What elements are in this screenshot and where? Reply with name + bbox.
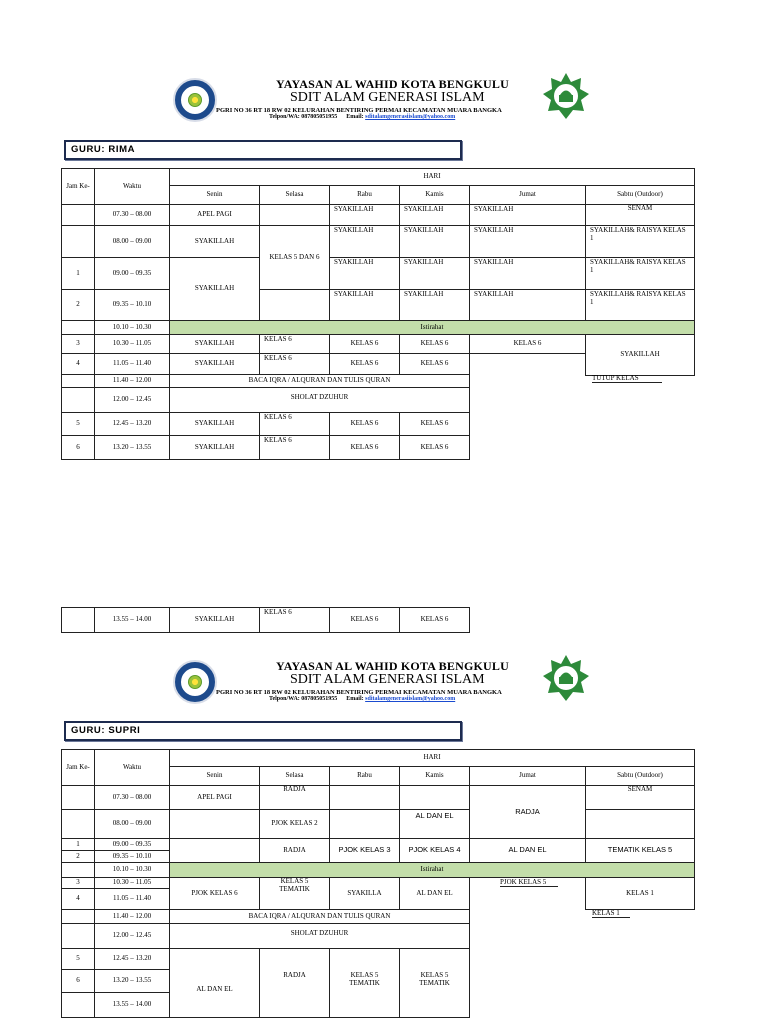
cell-syakilla: SYAKILLA (329, 877, 400, 910)
cell-time: 12.45 – 13.20 (94, 412, 170, 436)
cell-time: 09.35 – 10.10 (94, 850, 170, 863)
school-name: SDIT ALAM GENERASI ISLAM (290, 90, 485, 105)
col-header-jam: Jam Ke- (61, 749, 95, 786)
cell-time: 09.35 – 10.10 (94, 289, 170, 321)
cell-jam (61, 320, 95, 335)
email-link[interactable]: sditalamgenerasiislam@yahoo.com (365, 114, 456, 120)
cell-jam: 1 (61, 257, 95, 290)
cell-kelas-6: KELAS 6 (259, 353, 330, 375)
cell-jam: 3 (61, 877, 95, 889)
cell-pjok-kelas-3: PJOK KELAS 3 (329, 838, 400, 863)
cell-syakillah: SYAKILLAH (469, 225, 586, 258)
col-header-hari: HARI (169, 168, 695, 186)
cell-syakillah: SYAKILLAH (169, 353, 260, 375)
cell-al-dan-el: AL DAN EL (399, 877, 470, 910)
school-contact: Telpon/WA: 087805051955 Email: sditalamgenerasiislam@yahoo.com (269, 696, 456, 702)
col-header-jam: Jam Ke- (61, 168, 95, 205)
cell-kelas-6: KELAS 6 (329, 353, 400, 375)
cell-time: 07.30 – 08.00 (94, 204, 170, 226)
cell-syakillah: SYAKILLAH (469, 289, 586, 321)
cell-syakillah: SYAKILLAH (399, 257, 470, 290)
col-header-waktu: Waktu (94, 168, 170, 205)
cell-jam: 4 (61, 888, 95, 910)
cell-time: 12.00 – 12.45 (94, 923, 170, 949)
cell-kelas-6: KELAS 6 (259, 607, 330, 633)
cell-empty (169, 809, 260, 839)
cell-jam: 2 (61, 850, 95, 863)
cell-sholat: SHOLAT DZUHUR (169, 387, 470, 413)
cell-jam (61, 809, 95, 839)
school-name: SDIT ALAM GENERASI ISLAM (290, 672, 485, 687)
cell-jam (61, 862, 95, 878)
cell-baca-iqra: BACA IQRA / ALQURAN DAN TULIS QURAN (169, 374, 470, 388)
cell-baca-iqra: BACA IQRA / ALQURAN DAN TULIS QURAN (169, 909, 470, 924)
day-header-kamis: Kamis (399, 766, 470, 786)
cell-time: 13.20 – 13.55 (94, 435, 170, 460)
day-header-rabu: Rabu (329, 766, 400, 786)
cell-syakillah: SYAKILLAH (169, 435, 260, 460)
cell-jam (61, 607, 95, 633)
letterhead-bottom (0, 652, 768, 712)
day-header-senin: Senin (169, 766, 260, 786)
cell-radja: RADJA (469, 785, 586, 839)
cell-syakillah: SYAKILLAH (399, 204, 470, 226)
cell-time: 11.40 – 12.00 (94, 909, 170, 924)
foundation-name: YAYASAN AL WAHID KOTA BENGKULU (276, 659, 509, 673)
cell-time: 07.30 – 08.00 (94, 785, 170, 810)
cell-kelas-6: KELAS 6 (329, 607, 400, 633)
cell-jam: 6 (61, 435, 95, 460)
cell-syakillah-raisya: SYAKILLAH& RAISYA KELAS 1 (585, 257, 695, 290)
cell-pjok-kelas-6: PJOK KELAS 6 (169, 877, 260, 910)
day-header-senin: Senin (169, 185, 260, 205)
cell-tutup-kelas: TUTUP KELAS (592, 374, 662, 383)
cell-kelas-6: KELAS 6 (329, 334, 400, 354)
foundation-name: YAYASAN AL WAHID KOTA BENGKULU (276, 77, 509, 91)
col-header-hari: HARI (169, 749, 695, 767)
cell-syakillah: SYAKILLAH (329, 289, 400, 321)
cell-kelas-1: KELAS 1 (592, 909, 630, 918)
cell-time: 12.00 – 12.45 (94, 387, 170, 413)
cell-kelas-5-tematik: KELAS 5 TEMATIK (329, 948, 400, 1018)
cell-syakillah: SYAKILLAH (329, 225, 400, 258)
cell-kelas-6: KELAS 6 (399, 353, 470, 375)
teacher-title-supri: GURU: SUPRI (64, 721, 462, 741)
cell-syakillah: SYAKILLAH (169, 607, 260, 633)
cell-jam (61, 374, 95, 388)
green-star-emblem-icon (542, 72, 590, 120)
cell-jam (61, 387, 95, 413)
cell-empty (399, 785, 470, 810)
col-header-waktu: Waktu (94, 749, 170, 786)
cell-time: 12.45 – 13.20 (94, 948, 170, 970)
cell-jam: 3 (61, 334, 95, 354)
cell-time: 13.55 – 14.00 (94, 992, 170, 1018)
day-header-kamis: Kamis (399, 185, 470, 205)
cell-time: 10.10 – 10.30 (94, 320, 170, 335)
cell-jam (61, 785, 95, 810)
cell-empty (329, 785, 400, 810)
teacher-title-rima: GURU: RIMA (64, 140, 462, 160)
cell-kelas-6: KELAS 6 (329, 435, 400, 460)
cell-sholat: SHOLAT DZUHUR (169, 923, 470, 949)
cell-time: 11.05 – 11.40 (94, 353, 170, 375)
break-row-istirahat: Istirahat (169, 320, 695, 335)
cell-time: 11.40 – 12.00 (94, 374, 170, 388)
cell-jam: 1 (61, 838, 95, 851)
cell-syakillah: SYAKILLAH (169, 334, 260, 354)
school-seal-icon (173, 660, 217, 704)
cell-time: 10.30 – 11.05 (94, 877, 170, 889)
cell-kelas-1: KELAS 1 (585, 877, 695, 910)
cell-time: 09.00 – 09.35 (94, 838, 170, 851)
day-header-selasa: Selasa (259, 185, 330, 205)
cell-empty (169, 838, 260, 863)
cell-kelas-6: KELAS 6 (399, 607, 470, 633)
cell-empty (329, 809, 400, 839)
cell-time: 10.30 – 11.05 (94, 334, 170, 354)
cell-time: 09.00 – 09.35 (94, 257, 170, 290)
day-header-jumat: Jumat (469, 766, 586, 786)
cell-syakillah-raisya: SYAKILLAH& RAISYA KELAS 1 (585, 289, 695, 321)
cell-tematik-kelas-5: TEMATIK KELAS 5 (585, 838, 695, 863)
cell-jam: 5 (61, 948, 95, 970)
green-star-emblem-icon (542, 654, 590, 702)
cell-apel-pagi: APEL PAGI (169, 785, 260, 810)
school-contact: Telpon/WA: 087805051955 Email: sditalamgenerasiislam@yahoo.com (269, 114, 456, 120)
cell-kelas-5-tematik: KELAS 5 TEMATIK (259, 877, 330, 910)
cell-kelas-6: KELAS 6 (469, 334, 586, 354)
email-link[interactable]: sditalamgenerasiislam@yahoo.com (365, 696, 456, 702)
cell-time: 08.00 – 09.00 (94, 225, 170, 258)
cell-jam (61, 225, 95, 258)
cell-syakillah: SYAKILLAH (169, 412, 260, 436)
cell-kelas-6: KELAS 6 (399, 334, 470, 354)
day-header-selasa: Selasa (259, 766, 330, 786)
cell-pjok-kelas-2: PJOK KELAS 2 (259, 809, 330, 839)
letterhead-top (0, 70, 768, 130)
cell-radja: RADJA (259, 948, 330, 1018)
cell-al-dan-el: AL DAN EL (169, 948, 260, 1018)
cell-kelas-5-dan-6: KELAS 5 DAN 6 (259, 225, 330, 290)
cell-empty (585, 809, 695, 839)
day-header-jumat: Jumat (469, 185, 586, 205)
cell-radja: RADJA (259, 838, 330, 863)
cell-kelas-6: KELAS 6 (399, 435, 470, 460)
cell-syakillah: SYAKILLAH (329, 204, 400, 226)
cell-senam: SENAM (585, 204, 695, 226)
cell-al-dan-el: AL DAN EL (469, 838, 586, 863)
cell-time: 11.05 – 11.40 (94, 888, 170, 910)
cell-jam: 4 (61, 353, 95, 375)
day-header-sabtu: Sabtu (Outdoor) (585, 766, 695, 786)
cell-syakillah: SYAKILLAH (399, 289, 470, 321)
cell-jam (61, 923, 95, 949)
cell-syakillah: SYAKILLAH (469, 257, 586, 290)
cell-empty (259, 289, 330, 321)
cell-kelas-5-tematik: KELAS 5 TEMATIK (399, 948, 470, 1018)
cell-pjok-kelas-5: PJOK KELAS 5 (500, 878, 558, 887)
cell-kelas-6: KELAS 6 (329, 412, 400, 436)
cell-jam: 5 (61, 412, 95, 436)
cell-time: 10.10 – 10.30 (94, 862, 170, 878)
cell-senam: SENAM (585, 785, 695, 810)
cell-al-dan-el: AL DAN EL (399, 809, 470, 839)
cell-jam: 2 (61, 289, 95, 321)
cell-kelas-6: KELAS 6 (259, 412, 330, 436)
cell-jam (61, 992, 95, 1018)
day-header-rabu: Rabu (329, 185, 400, 205)
cell-jam (61, 909, 95, 924)
cell-kelas-6: KELAS 6 (259, 435, 330, 460)
cell-time: 08.00 – 09.00 (94, 809, 170, 839)
day-header-sabtu: Sabtu (Outdoor) (585, 185, 695, 205)
break-row-istirahat: Istirahat (169, 862, 695, 878)
cell-syakillah: SYAKILLAH (469, 204, 586, 226)
cell-kelas-6: KELAS 6 (399, 412, 470, 436)
cell-jam (61, 204, 95, 226)
cell-syakillah: SYAKILLAH (169, 257, 260, 321)
cell-syakillah: SYAKILLAH (399, 225, 470, 258)
cell-syakillah: SYAKILLAH (329, 257, 400, 290)
cell-syakillah: SYAKILLAH (585, 334, 695, 376)
school-address: PGRI NO 36 RT 18 RW 02 KELURAHAN BENTIRING PERMAI KECAMATAN MUARA BANGKA (216, 689, 502, 696)
cell-syakillah-raisya: SYAKILLAH& RAISYA KELAS 1 (585, 225, 695, 258)
cell-radja: RADJA (259, 785, 330, 810)
cell-kelas-6: KELAS 6 (259, 334, 330, 354)
cell-time: 13.55 – 14.00 (94, 607, 170, 633)
cell-pjok-kelas-4: PJOK KELAS 4 (399, 838, 470, 863)
cell-time: 13.20 – 13.55 (94, 969, 170, 993)
cell-apel-pagi: APEL PAGI (169, 204, 260, 226)
school-seal-icon (173, 78, 217, 122)
cell-jam: 6 (61, 969, 95, 993)
cell-syakillah: SYAKILLAH (169, 225, 260, 258)
school-address: PGRI NO 36 RT 18 RW 02 KELURAHAN BENTIRING PERMAI KECAMATAN MUARA BANGKA (216, 107, 502, 114)
cell-empty (259, 204, 330, 226)
